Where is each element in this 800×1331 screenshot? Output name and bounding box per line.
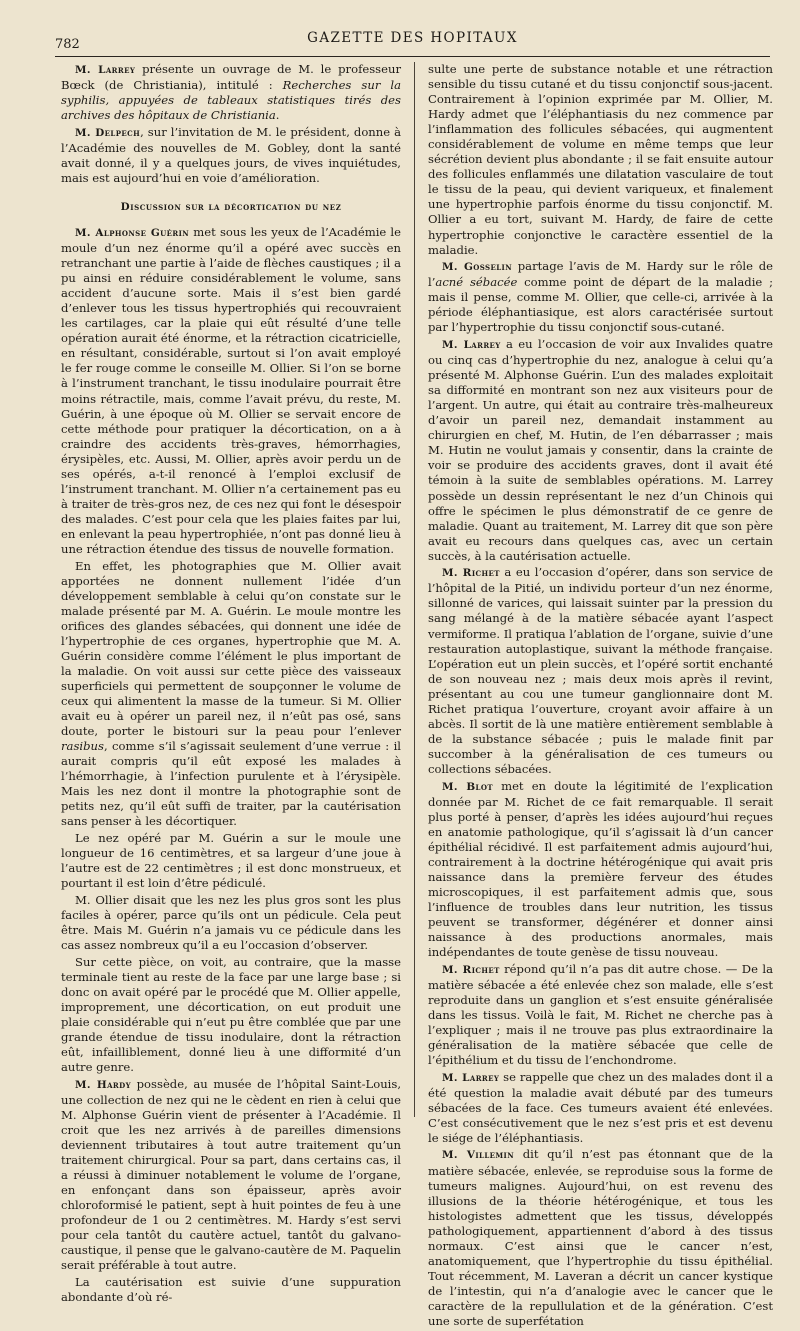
section-title: Discussion sur la décortication du nez (120, 200, 342, 213)
paragraph-text: , sur l’invitation de M. le président, donne à l’Académie des nouvelles de M. Gobley, dont la santé avait donné, il y a quelques jours, de vives inquiétudes, mais est aujourd’hui en voie d’amélioration. (61, 124, 401, 185)
italic-term: rasibus (61, 739, 104, 754)
paragraph-delpech (61, 125, 401, 186)
speaker-name: M. Richet (442, 963, 500, 976)
paragraph-gosselin (428, 259, 773, 335)
italic-term: acné sébacée (435, 275, 518, 290)
paragraph-text: se rappelle que chez un des malades dont il a été question la maladie avait débuté par des tumeurs sébacées de la face. Ces tumeurs avaient été enlevées. C’est consécutivement que le nez s’est pris et est devenu le siége de l’éléphantiasis. (428, 1069, 774, 1145)
paragraph-text: possède, au musée de l’hôpital Saint-Louis, une collection de nez qui ne le cèdent en rien à celui que M. Alphonse Guérin vient de présenter à l’Académie. Il croit que les nez arrivés à de pareilles dimensions deviennent tributaires à tout autre traitement qu’un traitement chirurgical. Pour sa part, dans certains cas, il a réussi à diminuer notablement le volume de l’organe, en enfonçant dans son épaisseur, après avoir chloroformisé le patient, sept à huit pointes de feu à une profondeur de 1 ou 2 centimètres. M. Hardy s’est servi pour cela tantôt du cautère actuel, tantôt du galvano-caustique, il pense que le galvano-cautère de M. Paquelin serait préférable à tout autre. (61, 1076, 402, 1273)
paragraph-richet-reply (428, 962, 773, 1068)
paragraph-text: présente un ouvrage de M. le professeur Bœck (de Christiania), intitulé : (61, 62, 402, 93)
speaker-name: M. Gosselin (442, 261, 513, 274)
paragraph-text: En effet, les photographies que M. Ollier avait apportées ne donnent nullement l’idée d’un développement semblable à celui qu’on constate sur le malade présenté par M. A. Guérin. Le moule montre les orifices des glandes sébacées, qui donnent une idée de l’hypertrophie de ces organes, hypertrophie que M. A. Guérin considère comme l’élément le plus important de la maladie. On voit aussi sur cette pièce des vaisseaux superficiels qui permettent de soupçonner le volume de ceux qui alimentent la masse de la tumeur. Si M. Ollier avait eu à opérer un pareil nez, il n’eût pas osé, sans doute, porter le bistouri sur la peau pour l’enlever (61, 558, 401, 739)
speaker-name: M. Blot (442, 780, 493, 793)
paragraph-text: partage l’avis de M. Hardy sur le rôle de l’ (428, 259, 773, 290)
book-title: Recherches sur la syphilis, appuyées de tableaux statistiques tirés des archives des hôpitaux de Christiania (61, 78, 401, 123)
paragraph-text: dit qu’il n’est pas étonnant que de la matière sébacée, enlevée, se reproduise sous la forme de tumeurs malignes. Aujourd’hui, on est revenu des illusions de la théorie hétérogénique, et tous les histologistes admettent que les tissus, développés pathologiquement, appartiennent d’abord à des tissus normaux. C’est ainsi que le cancer n’est, anatomiquement, que l’hypertrophie du tissu épithélial. Tout récemment, M. Laveran a décrit un cancer kystique de l’intestin, qui n’a d’analogie avec le cancer que le caractère de la repullulation et de la génération. C’est une sorte de superfétation (428, 1147, 774, 1328)
paragraph-text: . (275, 108, 280, 123)
paragraph-pedicule: M. Ollier disait que les nez les plus gros sont les plus faciles à opérer, parce qu’ils ont un pédicule. Cela peut être. Mais M. Guérin n’a jamais vu ce pédicule dans les cas assez nombreux qu’il a eu l’occasion d’observer. (61, 892, 401, 952)
paragraph-cauterisation: La cautérisation est suivie d’une suppuration abondante d’où ré- (61, 1274, 401, 1304)
paragraph-text: met sous les yeux de l’Académie le moule d’un nez énorme qu’il a opéré avec succès en retranchant une partie à l’aide de flèches caustiques ; il a pu ainsi en réduire considérablement le volume, sans accident d’aucune sorte. Mais il s’est bien gardé d’enlever tous les tissus hypertrophiés qui recouvraient les cartilages, car la plaie qui eût résulté d’une telle opération aurait été énorme, et la rétraction cicatricielle, en résultant, considérable, surtout si l’on avait employé le fer rouge comme le conseille M. Ollier. Si l’on se borne à l’instrument tranchant, le tissu inodulaire pourrait être moins rétractile, mais, comme l’avait prévu, du reste, M. Guérin, à une époque où M. Ollier se servait encore de cette méthode pour pratiquer la décortication, on a à craindre des accidents très-graves, hémorrhagies, érysipèles, etc. Aussi, M. Ollier, après avoir perdu un de ses opérés, a-t-il renoncé à l’emploi exclusif de l’instrument tranchant. M. Ollier n’a certainement pas eu à traiter de très-gros nez, de ces nez qui font le désespoir des malades. C’est pour cela que les plaies faites par lui, en enlevant la peau hypertrophiée, n’ont pas donné lieu à une rétraction étendue des tissus de nouvelle formation. (61, 225, 402, 556)
paragraph-blot (428, 779, 773, 961)
speaker-name: M. Larrey (442, 1071, 500, 1084)
paragraph-text: répond qu’il n’a pas dit autre chose. — De la matière sébacée a été enlevée chez son malade, elle s’est reproduite dans un ganglion et s’est ensuite généralisée dans les tissus. Voilà le fait, M. Richet ne cherche pas à l’expliquer ; mais il ne trouve pas plus extraordinaire la généralisation de la matière sébacée que celle de l’épithélium et du tissu de l’enchondrome. (428, 961, 773, 1068)
speaker-name: M. Delpech (75, 126, 141, 139)
paragraph-text: a eu l’occasion de voir aux Invalides quatre ou cinq cas d’hypertrophie du nez, analogue à celui qu’a présenté M. Alphonse Guérin. L’un des malades exploitait sa difformité en montrant son nez aux visiteurs pour de l’argent. Un autre, qui était au contraire très-malheureux d’avoir un pareil nez, demandait instamment au chirurgien en chef, M. Hutin, de l’en débarrasser ; mais M. Hutin ne voulut jamais y consentir, dans la crainte de voir se produire des accidents graves, dont il avait été témoin à la suite de semblables opérations. M. Larrey possède un dessin représentant le nez d’un Chinois qui offre le spécimen le plus démonstratif de ce genre de maladie. Quant au traitement, M. Larrey dit que son père avait eu recours dans quelques cas, avec un certain succès, à la cautérisation actuelle. (428, 337, 774, 563)
paragraph-guerin (61, 225, 401, 557)
right-column (428, 62, 773, 1331)
paragraph-larrey-recall (428, 1070, 773, 1146)
paragraph-villemin (428, 1147, 773, 1329)
paragraph-hardy (61, 1077, 401, 1274)
column-divider (414, 62, 415, 1117)
paragraph-base: Sur cette pièce, on voit, au contraire, que la masse terminale tient au reste de la face par une large base ; si donc on avait opéré par le procédé que M. Ollier appelle, improprement, une décortication, on eut produit une plaie considérable qui n’eut pu être comblée que par une grande étendue de tissu inodulaire, dont la rétraction eût, infailliblement, donné lieu à une difformité d’un autre genre. (61, 954, 401, 1074)
paragraph-photographs (61, 559, 401, 830)
paragraph-richet (428, 565, 773, 777)
paragraph-measurements: Le nez opéré par M. Guérin a sur le moule une longueur de 16 centimètres, et sa largeur d’une joue à l’autre est de 22 centimètres ; il est donc monstrueux, et pourtant il est loin d’être pédiculé. (61, 831, 401, 891)
paragraph-text: a eu l’occasion d’opérer, dans son service de l’hôpital de la Pitié, un individu porteur d’un nez énorme, sillonné de varices, qui laissait suinter par la pression du sang mélangé à de la matière sébacée ayant l’aspect vermiforme. Il pratiqua l’ablation de l’organe, suivie d’une restauration autoplastique, suivant la méthode française. L’opération eut un plein succès, et l’opéré sortit enchanté de son nouveau nez ; mais deux mois après il revint, présentant au cou une tumeur ganglionnaire dont M. Richet pratiqua l’ouverture, croyant avoir affaire à un abcès. Il sortit de là une matière entièrement semblable à de la substance sébacée ; puis le malade finit par succomber à la généralisation de ces tumeurs ou collections sébacées. (428, 565, 773, 776)
page-header (55, 30, 770, 57)
speaker-name: M. Larrey (75, 64, 136, 76)
speaker-name: M. Hardy (75, 1078, 132, 1091)
page-number: 782 (55, 37, 80, 52)
paragraph-text: met en doute la légitimité de l’explication donnée par M. Richet de ce fait remarquable. Il serait plus porté à penser, d’après les idées aujourd’hui reçues en anatomie pathologique, qu’il s’agissait là d’un cancer épithélial récidivé. Il est parfaitement admis aujourd’hui, contrairement à la doctrine hétérogénique qui avait pris naissance dans la première ferveur des études microscopiques, il est parfaitement admis que, sous l’influence de troubles dans leur nutrition, les tissus peuvent se transformer, dégénérer et donner ainsi naissance à des productions anormales, mais indépendantes de toute genèse de tissu nouveau. (428, 778, 773, 960)
journal-title: GAZETTE DES HOPITAUX (307, 30, 518, 46)
paragraph-larrey-invalides (428, 337, 773, 564)
left-column (61, 62, 401, 1307)
paragraph-larrey-book (61, 62, 401, 123)
speaker-name: M. Larrey (442, 339, 501, 352)
paragraph-text: , comme s’il s’agissait seulement d’une verrue : il aurait compris qu’il eût exposé les malades à l’hémorrhagie, à l’infection purulente et à l’érysipèle. Mais les nez dont il montre la photographie sont de petits nez, qu’il eût suffi de traiter, par la cautérisation sans penser à les décortiquer. (61, 739, 401, 829)
paragraph-text: comme point de départ de la maladie ; mais il pense, comme M. Ollier, que celle-ci, arrivée à la période éléphantiasique, est alors caractérisée surtout par l’hypertrophie du tissu conjonctif sous-cutané. (428, 275, 774, 335)
speaker-name: M. Richet (442, 567, 500, 580)
speaker-name: M. Villemin (442, 1149, 515, 1162)
paragraph-continuation: sulte une perte de substance notable et une rétraction sensible du tissu cutané et du tissu conjonctif sous-jacent. Contrairement à l’opinion exprimée par M. Ollier, M. Hardy admet que l’éléphantiasis du nez commence par l’inflammation des follicules sébacées, qui augmentent considérablement de volume en même temps que leur sécrétion devient plus abondante ; il se fait ensuite autour des follicules enflammés une dilatation vasculaire de tout le tissu de la peau, qui devient variqueux, et finalement une hypertrophie parfois énorme du tissu conjonctif. M. Ollier a eu tort, suivant M. Hardy, de faire de cette hypertrophie conjonctive le caractère essentiel de la maladie. (428, 62, 773, 257)
speaker-name: M. Alphonse Guérin (75, 227, 190, 240)
